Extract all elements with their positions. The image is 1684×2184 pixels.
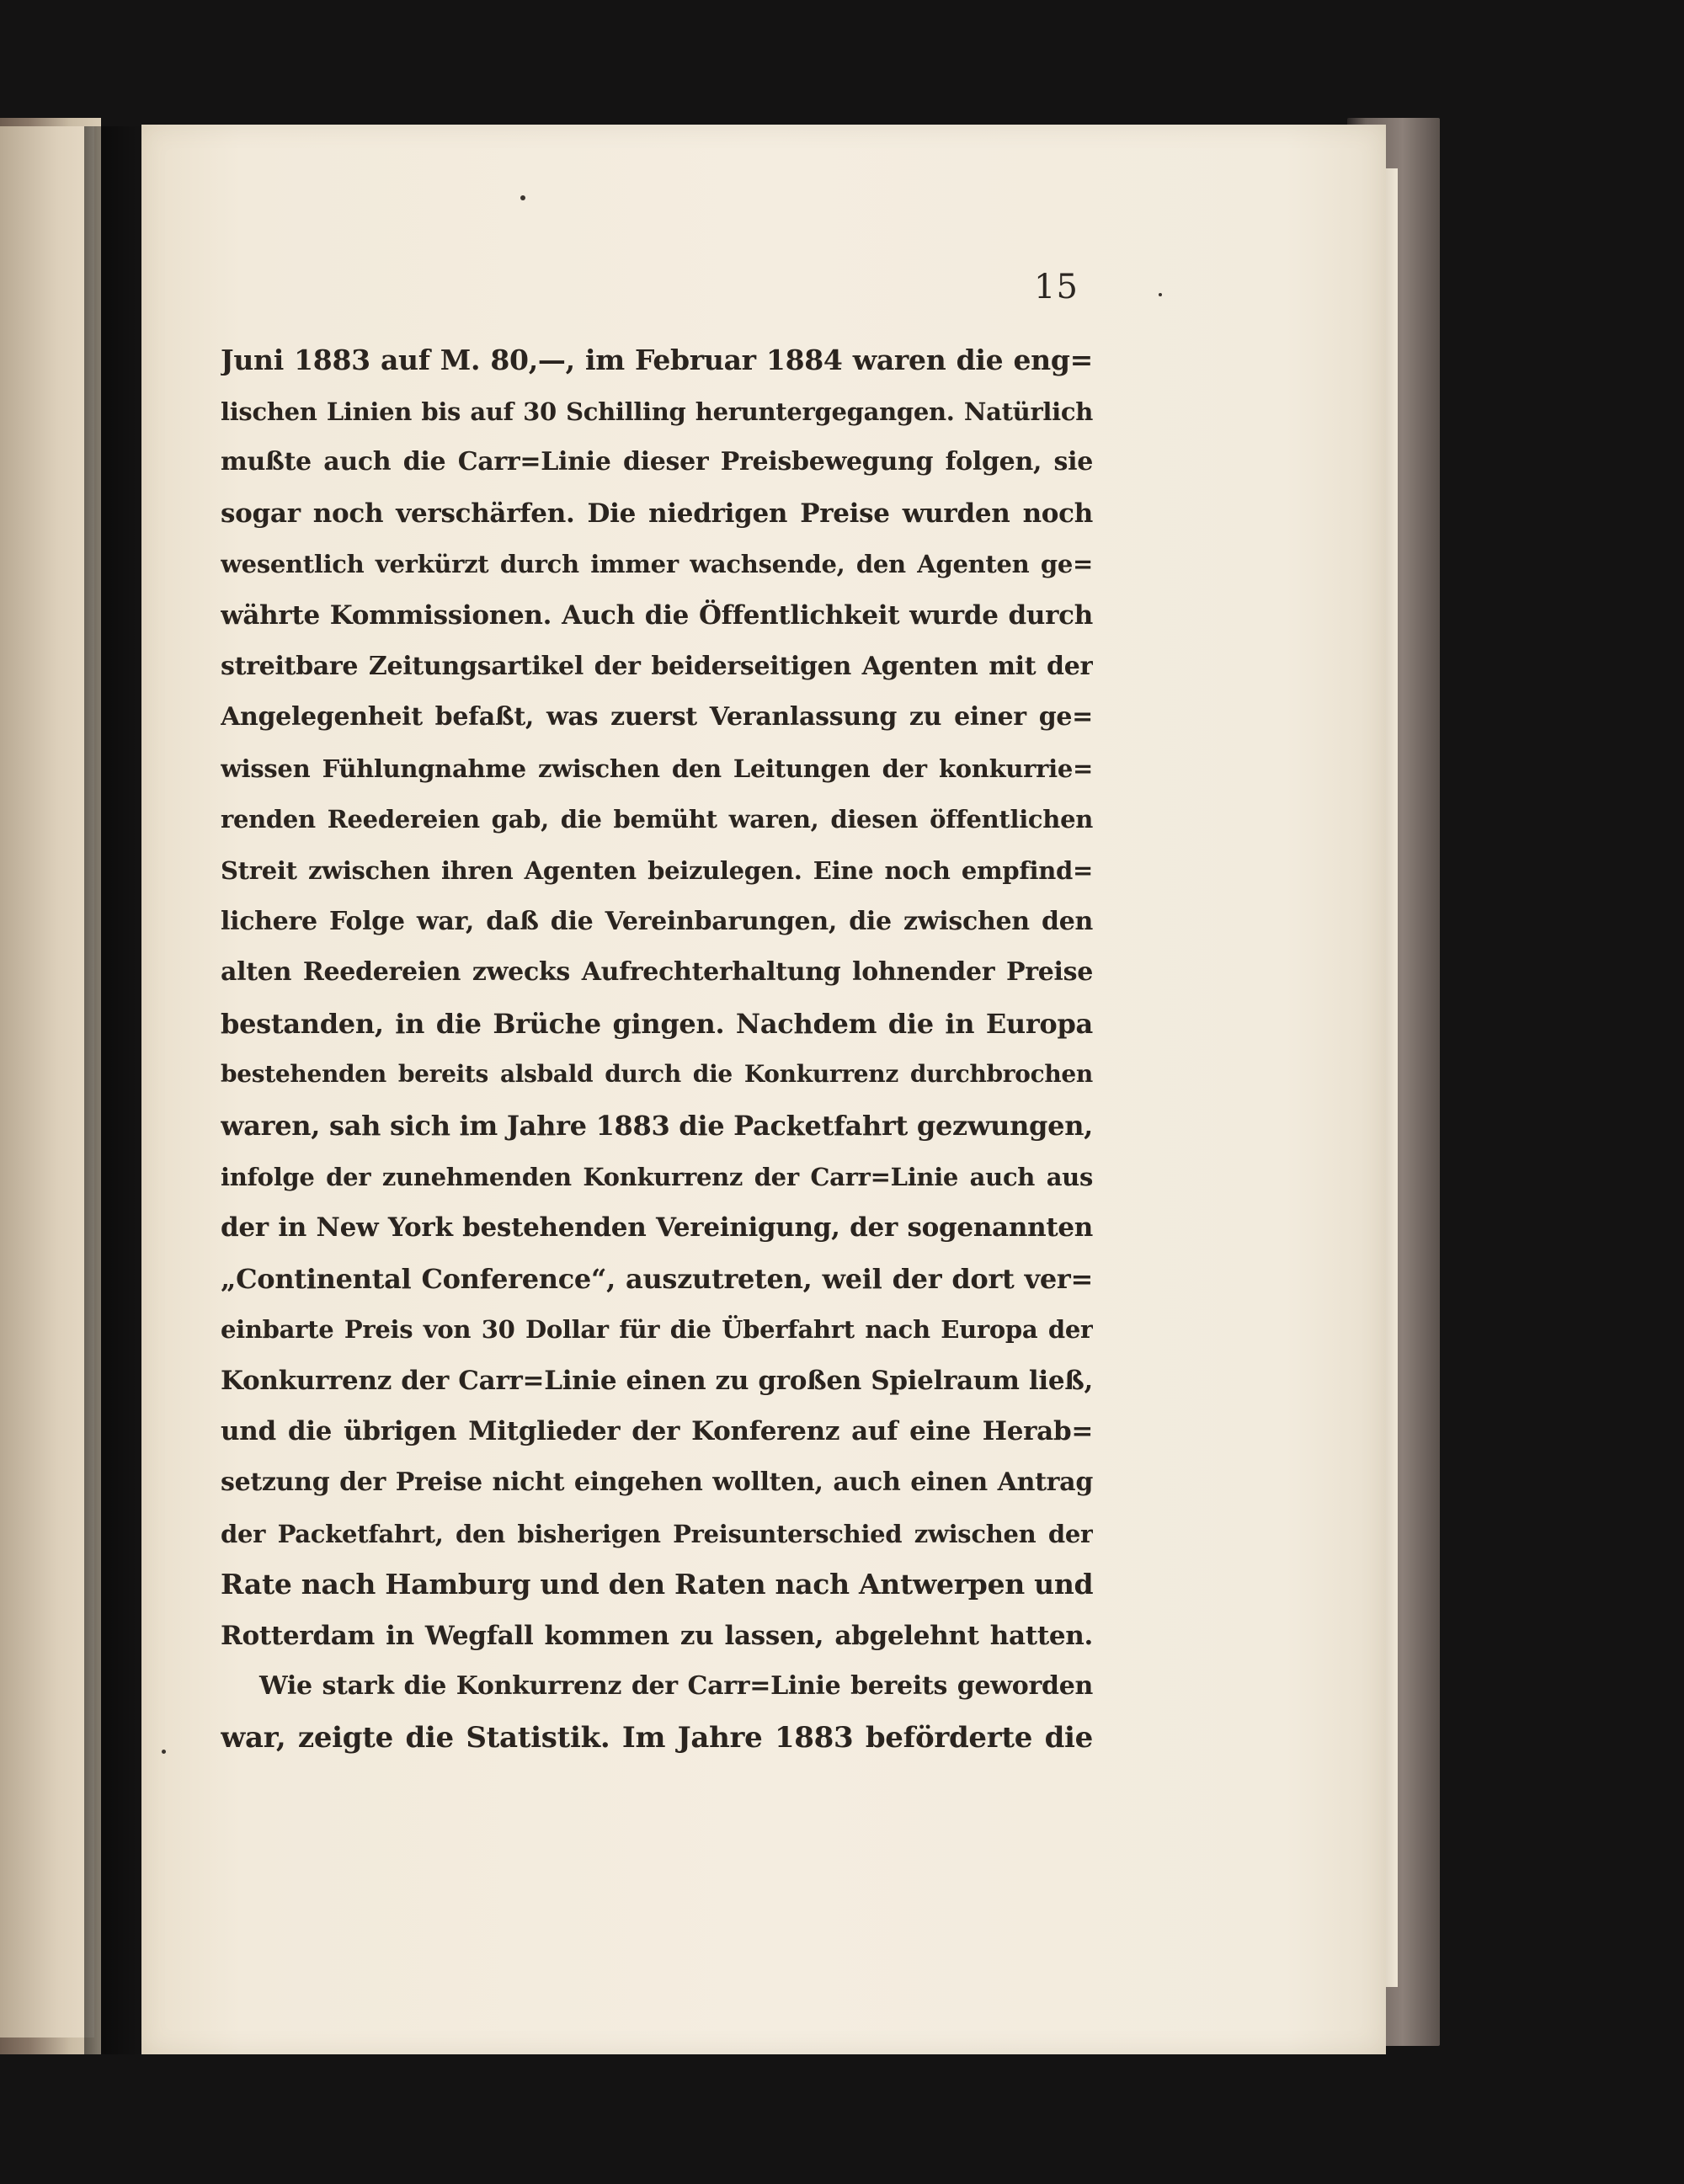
paper-speck	[162, 1750, 166, 1754]
text-line: Rate nach Hamburg und den Raten nach Antwerpen und	[221, 1568, 1093, 1601]
text-line: renden Reedereien gab, die bemüht waren, diesen öffentlichen	[221, 805, 1093, 834]
text-line: setzung der Preise nicht eingehen wollten, auch einen Antrag	[221, 1468, 1093, 1498]
gutter-shadow	[84, 126, 143, 2054]
text-line: waren, sah sich im Jahre 1883 die Packetfahrt gezwungen,	[221, 1109, 1093, 1142]
text-line: der Packetfahrt, den bisherigen Preisunterschied zwischen der	[221, 1519, 1093, 1548]
text-line: lischen Linien bis auf 30 Schilling heruntergegangen. Natürlich	[221, 397, 1093, 426]
text-line: Juni 1883 auf M. 80,—, im Februar 1884 waren die eng=	[221, 344, 1093, 376]
text-line: Konkurrenz der Carr=Linie einen zu großen Spielraum ließ,	[221, 1365, 1093, 1396]
body-text	[221, 335, 1093, 1764]
text-line: wesentlich verkürzt durch immer wachsende, den Agenten ge=	[221, 550, 1093, 579]
previous-page	[0, 126, 94, 2038]
text-line: währte Kommissionen. Auch die Öffentlichkeit wurde durch	[221, 599, 1093, 631]
text-line: bestehenden bereits alsbald durch die Konkurrenz durchbrochen	[221, 1060, 1093, 1089]
text-line: Angelegenheit befaßt, was zuerst Veranlassung zu einer ge=	[221, 702, 1093, 732]
text-line: bestanden, in die Brüche gingen. Nachdem die in Europa	[221, 1007, 1093, 1040]
text-line: alten Reedereien zwecks Aufrechterhaltung lohnender Preise	[221, 957, 1093, 988]
text-line: streitbare Zeitungsartikel der beiderseitigen Agenten mit der	[221, 651, 1093, 681]
page-number: 15	[1034, 268, 1079, 306]
text-line: der in New York bestehenden Vereinigung, der sogenannten	[221, 1212, 1093, 1244]
text-line: Streit zwischen ihren Agenten beizulegen. Eine noch empfind=	[221, 855, 1093, 885]
text-line: einbarte Preis von 30 Dollar für die Überfahrt nach Europa der	[221, 1315, 1093, 1345]
text-line: war, zeigte die Statistik. Im Jahre 1883 beförderte die	[221, 1721, 1093, 1755]
text-line: und die übrigen Mitglieder der Konferenz auf eine Herab=	[221, 1416, 1093, 1447]
text-line: mußte auch die Carr=Linie dieser Preisbewegung folgen, sie	[221, 447, 1093, 477]
text-line: lichere Folge war, daß die Vereinbarungen, die zwischen den	[221, 906, 1093, 936]
text-line: sogar noch verschärfen. Die niedrigen Preise wurden noch	[221, 498, 1093, 529]
text-line: „Continental Conference“, auszutreten, weil der dort ver=	[221, 1262, 1093, 1295]
paper-speck	[520, 195, 525, 200]
text-line: Rotterdam in Wegfall kommen zu lassen, abgelehnt hatten.	[221, 1620, 1093, 1651]
text-line: Wie stark die Konkurrenz der Carr=Linie bereits geworden	[259, 1671, 1093, 1702]
text-line: infolge der zunehmenden Konkurrenz der Carr=Linie auch aus	[221, 1162, 1093, 1191]
paper-speck	[1159, 293, 1162, 296]
text-line: wissen Fühlungnahme zwischen den Leitungen der konkurrie=	[221, 754, 1093, 783]
